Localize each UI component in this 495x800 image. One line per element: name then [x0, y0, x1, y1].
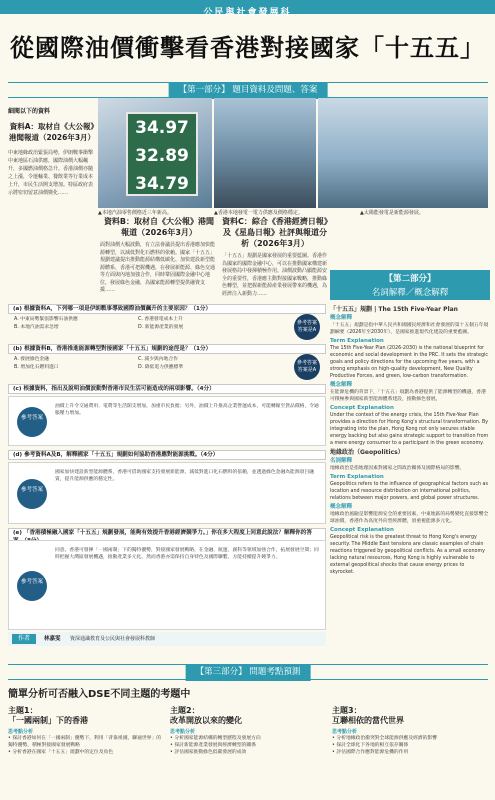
theme3-title: 主題3： — [332, 706, 362, 715]
answer-box-c — [8, 396, 326, 446]
answer-box-e — [8, 540, 326, 630]
term2-en: Geopolitics refers to the influence of geographical factors such as location and resource distribution on international politics, relations between major powers, and global power structures. — [330, 482, 488, 501]
side-panel-terms — [330, 270, 490, 650]
photo-fuel-price-sign — [98, 98, 212, 208]
photo-caption-3: ▲太陽能發電是新能源發展。 — [360, 210, 424, 216]
term2-concept-en: Geopolitical risk is the greatest threat to Hong Kong's energy security. The Middle East tensions are classic examples of chain reactions triggered by geopolitical conflicts. As a small economy lacking natural resources, Hong Kong is highly vulnerable to external geopolitical shocks that cause energy prices to skyrocket. — [330, 535, 485, 575]
term2-title: 地緣政治（Geopolitics） — [330, 449, 404, 456]
source-a-heading: 資料A：取材自《大公報》港聞報道（2026年3月） — [8, 122, 96, 142]
term1-concept-en-label: Concept Explanation — [330, 405, 394, 411]
answer-tag-b: 參考答案 — [296, 360, 317, 366]
term1-title: 「十五五」規劃 | The 15th Five-Year Plan — [330, 306, 458, 313]
source-b-heading: 資料B：取材自《大公報》港聞報道（2026年3月） — [103, 217, 215, 237]
source-a-box — [8, 98, 96, 300]
price-3: 34.79 — [135, 174, 189, 194]
reference-answer-badge-e: 參考答案 — [17, 571, 47, 601]
questions-area — [8, 304, 326, 650]
qb-option-d: D. 降低電力供應標準 — [138, 365, 184, 370]
term1-concept-cn-label: 概念解釋 — [330, 382, 353, 388]
price-2: 32.89 — [135, 146, 189, 166]
theme3-sub: 互聯相依的當代世界 — [332, 716, 404, 725]
author-desc: 資深通識教育及公民與社會發展科教師 — [70, 636, 156, 642]
source-c-heading: 資料C：綜合《香港經濟日報》及《星島日報》社評與報道分析（2026年3月） — [222, 217, 328, 248]
photo-caption-1: ▲本地汽油零售價格近三年新高。 — [98, 210, 172, 216]
section3-label: 【第三部分】 問題考點預測 — [186, 664, 311, 681]
theme2-title: 主題2： — [170, 706, 200, 715]
question-a: (a) 根據資料A，下列哪一項是伊朗戰事導致國際油價飆升的主要原因？（1分） — [8, 304, 326, 314]
source-c-body: 「十五五」規劃是國家發展的重要藍圖。香港作為國家的國際金融中心，可以在推動國家構建新發展格局中發揮積極作用。油價波動凸顯能源安全的重要性，香港應主動對接國家戰略，推動綠色轉型，並把握新能源產業發展帶來的機遇，為經濟注入新動力…… — [222, 253, 328, 297]
question-e: (e) 「香港積極融入國家「十五五」規劃發展，能夠有效提升香港經濟競爭力。」你在多大程度上同意此說法？解釋你的答 — [8, 528, 326, 546]
photo-caption-2: ▲香港本地發電一電力供應及價格穩定。 — [214, 210, 303, 216]
section2-title: 名詞解釋／概念解釋 — [371, 288, 449, 298]
section3-bar — [8, 664, 488, 680]
qa-option-c: C. 香港發電成本上升 — [138, 317, 183, 322]
term1-concept-en: Under the context of the energy crisis, the 15th Five-Year Plan provides a direction for Hong Kong's structural transformation. By integrating into the plan, Hong Kong not only secures stable energy backing but also gains strategic support to transition from a mere energy consumer to a participant in the green economy. — [330, 413, 489, 446]
reference-answer-badge-d: 參考答案 — [17, 479, 47, 509]
price-1: 34.97 — [135, 118, 189, 138]
section2-label: 【第二部分】 — [384, 274, 436, 284]
answer-c-text: 油價上升令交通費用、電費等生活開支增加，加重市民負擔；另外，油價上升推高企業營運成本，可能轉嫁至貨品價格，令通脹壓力增加。 — [55, 404, 319, 416]
term2-concept-cn: 地緣政治風險是影響能源安全的重要因素，中東地區的局勢變化直接影響全球油價，香港作為高度外向型經濟體，須重視能源多元化。 — [330, 512, 489, 524]
answer-b: 答案是A — [297, 367, 317, 373]
qb-option-b: B. 增加化石燃料進口 — [14, 365, 59, 370]
answer-badge-b — [294, 354, 320, 380]
theme1-title: 主題1： — [8, 706, 38, 715]
source-c-box — [222, 216, 328, 296]
term1-concept-cn: 在能源危機的背景下，「十五五」規劃為香港提供了能源轉型的機遇，香港可積極參與國家新型能源體系建設，推動綠色發展。 — [330, 390, 486, 402]
section2-header — [330, 270, 490, 300]
theme2-item: • 探討新能源產業發展與經濟轉型的關係 — [170, 742, 326, 749]
term1-cn-label: 概念解釋 — [330, 315, 353, 321]
theme-3 — [332, 706, 488, 798]
answer-e-text: 同意。香港可發揮「一國兩制」下的獨特優勢，對接國家發展戰略，在金融、航運、創科等領域加強合作，拓展發展空間；同時把握大灣區發展機遇，推動產業多元化。然而香港亦需保持自身特色及國際聯繫，方能持續提升競爭力。 — [55, 548, 319, 560]
qa-option-d: D. 新能源產業的發展 — [138, 325, 184, 330]
term2-en-label: Term Explanation — [330, 474, 384, 480]
term2-cn-label: 名詞解釋 — [330, 458, 353, 464]
term2-cn: 地緣政治是指地理因素對國家之間政治關係及國際格局的影響。 — [330, 466, 465, 471]
question-b: (b) 根據資料B，香港推進能源轉型對接國家「十五五」規劃的途徑是？（1分） — [8, 344, 326, 354]
theme1-tk: 思考點分析 — [8, 729, 34, 735]
qb-option-c: C. 減少與內地合作 — [138, 357, 178, 362]
theme1-list — [8, 735, 164, 756]
theme1-item: • 分析香港在國家「十五五」規劃中的定位及角色 — [8, 749, 164, 756]
source-a-body: 中東地緣政治緊張局勢，伊朗戰事衝擊中東地區石油供應，國際油價大幅飆升，多國燃油價格急升。香港油價亦隨之上漲，令運輸業、餐飲業等行業成本上升，市民生活開支增加。特區政府表示將密切留意油價變化…… — [8, 150, 94, 196]
term1-cn: 「十五五」規劃是指中華人民共和國國民經濟和社會發展的第十五個五年規劃綱要（2026年至2030年），是國家推進現代化建設的重要藍圖。 — [330, 323, 489, 335]
answer-badge-a — [294, 314, 320, 340]
section1-label: 【第一部分】 題目資料及問題、答案 — [169, 82, 328, 99]
theme3-item: • 分析地緣政治衝突對全球能源供應及經濟的影響 — [332, 735, 488, 742]
theme2-sub: 改革開放以來的變化 — [170, 716, 242, 725]
theme-2 — [170, 706, 326, 798]
term1-en-label: Term Explanation — [330, 338, 384, 344]
answer-tag-a: 參考答案 — [296, 320, 317, 326]
author-tag: 作者 — [12, 634, 36, 644]
reference-answer-badge-c: 參考答案 — [17, 407, 47, 437]
theme3-tk: 思考點分析 — [332, 729, 358, 735]
theme2-item: • 分析國家能源結構的轉型歷程及發展方向 — [170, 735, 326, 742]
term2-concept-cn-label: 概念解釋 — [330, 504, 353, 510]
theme3-item: • 探討全球化下各地的相互依存關係 — [332, 742, 488, 749]
question-c: (c) 根據資料，指出及說明油價波動對香港市民生活可能造成的兩項影響。（4分） — [8, 384, 326, 394]
instruction-text: 細閱以下的資料 — [8, 108, 51, 115]
footer-heading: 簡單分析可否融入DSE不同主題的考題中 — [8, 689, 191, 700]
term1-en: The 15th Five-Year Plan (2026-2030) is the national blueprint for economic and social development in the PRC. It sets the strategic goals and policy directions for the upcoming five years, with a strong emphasis on high-quality development, New Quality Productive Forces, and green, low-carbon transformation. — [330, 346, 488, 379]
theme2-list — [170, 735, 326, 756]
headline: 從國際油價衝擊看香港對接國家「十五五」 — [10, 33, 485, 62]
theme3-list — [332, 735, 488, 756]
theme3-item: • 評估國際合作應對能源危機的作用 — [332, 749, 488, 756]
qa-option-a: A. 中東局勢緊張影響石油供應 — [14, 317, 78, 322]
photo-solar-panels — [318, 98, 488, 208]
answer-box-d — [8, 462, 326, 524]
qa-option-b: B. 本地汽油需求急增 — [14, 325, 59, 330]
photo-power-plant — [214, 98, 316, 208]
theme2-tk: 思考點分析 — [170, 729, 196, 735]
author-bar — [8, 632, 326, 646]
theme1-sub: 「一國兩制」下的香港 — [8, 716, 88, 725]
subject-label: 公民與社會發展科 — [203, 8, 292, 18]
theme-1 — [8, 706, 164, 798]
source-b-body: 面對油價大幅波動，有立法會議員提出香港應加快能源轉型，以減低對化石燃料的依賴。國家「十五五」規劃建議提出推動能源結構低碳化、加快建設新型能源體系，香港可把握機遇，在發展新能源、綠色交通等方面與內地加強合作，同時鞏固國際金融中心地位，發展綠色金融，為國家能源轉型提供融資支援…… — [100, 242, 216, 293]
answer-d-text: 國家加快建設新型能源體系，香港可借助國家支持發展新能源，減低對進口化石燃料的依賴，並透過綠色金融為能源項目融資，提升能源供應的穩定性。 — [55, 470, 315, 482]
terms-body — [330, 304, 490, 650]
source-b-box — [100, 216, 218, 296]
footer-themes — [0, 688, 495, 800]
theme1-item: • 探討香港如何在「一國兩制」優勢下，利用「背靠祖國，聯通世界」的獨特優勢，積極對接國家發展戰略 — [8, 735, 164, 749]
fuel-price-sign — [126, 112, 198, 196]
section1-bar — [8, 82, 488, 98]
question-d: (d) 參考資料A及B，解釋國家「十五五」規劃如何協助香港應對能源挑戰。（4分） — [8, 450, 326, 460]
answer-a: 答案是A — [297, 327, 317, 333]
term2-concept-en-label: Concept Explanation — [330, 527, 394, 533]
qb-option-a: A. 發展綠色金融 — [14, 357, 50, 362]
top-banner — [0, 0, 495, 18]
author-name: 林嘉雯 — [44, 636, 61, 642]
theme2-item: • 評估國家推動綠色低碳發展的成效 — [170, 749, 326, 756]
